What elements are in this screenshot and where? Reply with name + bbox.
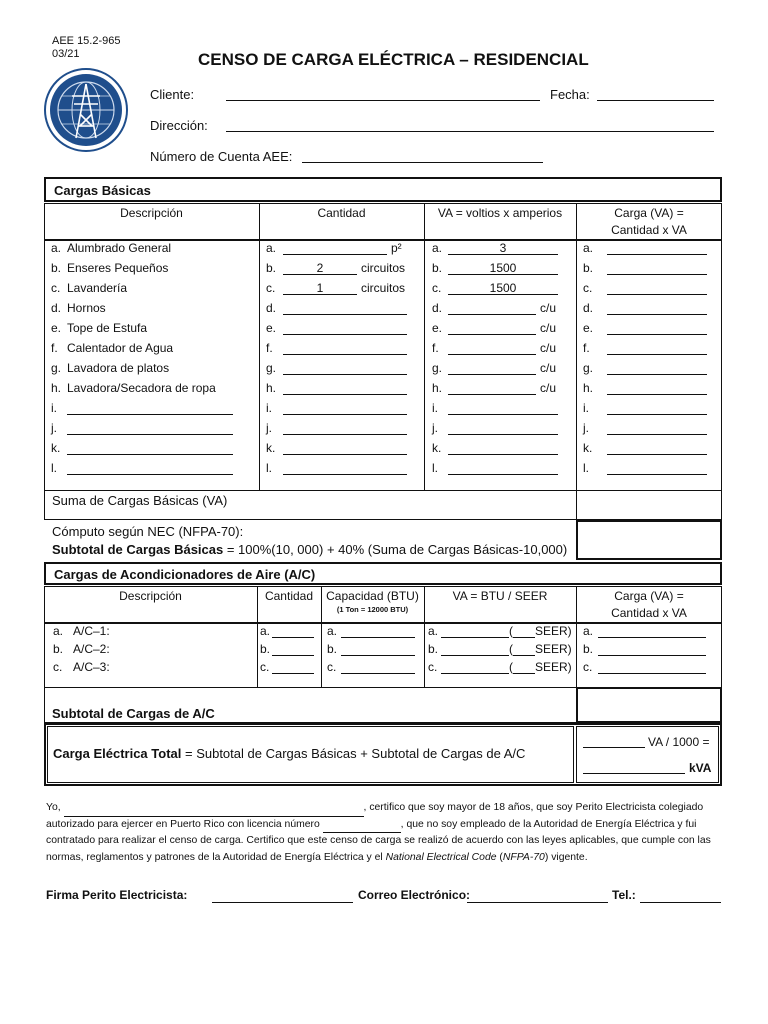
- ac-va-field[interactable]: [441, 661, 509, 674]
- tel-label: Tel.:: [612, 888, 636, 902]
- basic-row-carga: [583, 461, 707, 475]
- total-label: Carga Eléctrica Total = Subtotal de Cargas Básicas + Subtotal de Cargas de A/C: [53, 746, 526, 761]
- row-letter: a.: [583, 241, 594, 255]
- row-letter: k.: [432, 441, 442, 455]
- aee-logo-icon: [44, 68, 128, 152]
- carga-field[interactable]: [607, 242, 707, 255]
- cantidad-field[interactable]: [283, 242, 387, 255]
- basic-row-desc: [51, 381, 216, 395]
- suma-label: Suma de Cargas Básicas (VA): [52, 493, 228, 508]
- row-description: Calentador de Agua: [67, 341, 174, 355]
- fecha-field[interactable]: [597, 100, 714, 101]
- row-letter: a.: [53, 624, 64, 638]
- fecha-label: Fecha:: [550, 87, 590, 102]
- row-letter: a.: [51, 241, 62, 255]
- ac-row-cantidad: [260, 624, 314, 638]
- ac-col-capacidad: Capacidad (BTU) (1 Ton = 12000 BTU): [326, 589, 419, 614]
- basic-row-cantidad: [266, 461, 407, 475]
- cantidad-field[interactable]: 1: [283, 282, 357, 295]
- basic-row-va: [432, 241, 558, 255]
- va-unit: c/u: [540, 381, 557, 395]
- row-letter: b.: [583, 261, 594, 275]
- basic-row-desc: [51, 321, 147, 335]
- row-letter: c.: [51, 281, 61, 295]
- basic-row-carga: [583, 361, 707, 375]
- row-letter: b.: [266, 261, 277, 275]
- row-letter: i.: [51, 401, 57, 415]
- basic-row-carga: [583, 281, 707, 295]
- row-letter: i.: [266, 401, 272, 415]
- ac-row-carga: [583, 660, 706, 674]
- carga-field[interactable]: [607, 382, 707, 395]
- ac-row-desc: [53, 624, 110, 638]
- row-letter: b.: [428, 642, 439, 656]
- ac-va-field[interactable]: [441, 643, 509, 656]
- row-letter: c.: [53, 660, 63, 674]
- basic-row-va: [432, 341, 556, 355]
- ac-row-va: c. ( SEER): [428, 660, 572, 674]
- carga-field[interactable]: [607, 422, 707, 435]
- row-description-field[interactable]: [67, 462, 233, 475]
- row-description: Enseres Pequeños: [67, 261, 169, 275]
- ac-row-va: a. ( SEER): [428, 624, 572, 638]
- ac-row-carga: [583, 642, 706, 656]
- cantidad-field[interactable]: [283, 302, 407, 315]
- col-cantidad: Cantidad: [317, 206, 366, 220]
- row-letter: d.: [51, 301, 62, 315]
- va-field[interactable]: [448, 342, 536, 355]
- basic-row-va: [432, 301, 556, 315]
- row-letter: d.: [432, 301, 443, 315]
- basic-row-cantidad: [266, 261, 405, 275]
- ac-row-cantidad: [260, 642, 314, 656]
- va-unit: c/u: [540, 301, 557, 315]
- row-description-field[interactable]: [67, 422, 233, 435]
- row-description-field[interactable]: [67, 402, 233, 415]
- va-field[interactable]: 3: [448, 242, 558, 255]
- row-letter: l.: [51, 461, 57, 475]
- basic-row-va: [432, 461, 558, 475]
- cuenta-label: Número de Cuenta AEE:: [150, 149, 293, 164]
- carga-field[interactable]: [607, 302, 707, 315]
- carga-field[interactable]: [607, 462, 707, 475]
- ac-va-field[interactable]: [441, 625, 509, 638]
- cantidad-field[interactable]: [283, 342, 407, 355]
- cantidad-field[interactable]: [283, 422, 407, 435]
- row-letter: c.: [260, 660, 270, 674]
- ac-capacidad-field[interactable]: [341, 661, 415, 674]
- row-letter: e.: [583, 321, 594, 335]
- ac-row-carga: [583, 624, 706, 638]
- row-letter: b.: [51, 261, 62, 275]
- basic-row-va: [432, 361, 556, 375]
- col-va: VA = voltios x amperios: [437, 206, 563, 220]
- carga-field[interactable]: [607, 362, 707, 375]
- va-field[interactable]: [448, 462, 558, 475]
- basic-row-cantidad: [266, 241, 402, 255]
- row-letter: g.: [51, 361, 62, 375]
- basic-row-cantidad: [266, 301, 407, 315]
- row-letter: f.: [432, 341, 439, 355]
- basic-row-cantidad: [266, 401, 407, 415]
- row-letter: l.: [432, 461, 438, 475]
- row-letter: c.: [266, 281, 276, 295]
- basic-row-cantidad: [266, 441, 407, 455]
- row-letter: d.: [266, 301, 277, 315]
- ac-row-desc: [53, 642, 110, 656]
- va-field[interactable]: [448, 322, 536, 335]
- ac-seer-field[interactable]: [513, 625, 535, 638]
- basic-row-desc: [51, 281, 127, 295]
- basic-row-carga: [583, 241, 707, 255]
- row-description: Alumbrado General: [67, 241, 172, 255]
- va-field[interactable]: [448, 382, 536, 395]
- total-kva-field[interactable]: [583, 773, 685, 774]
- row-letter: a.: [432, 241, 443, 255]
- basic-row-carga: [583, 341, 707, 355]
- cantidad-unit: circuitos: [361, 281, 406, 295]
- va-unit: c/u: [540, 321, 557, 335]
- carga-field[interactable]: [607, 442, 707, 455]
- subtotal-ac-field[interactable]: [576, 687, 722, 723]
- ac-col-descripcion: Descripción: [119, 589, 182, 603]
- ac-cantidad-field[interactable]: [272, 625, 314, 638]
- row-description: A/C–3:: [73, 660, 110, 674]
- row-letter: h.: [51, 381, 62, 395]
- row-letter: c.: [432, 281, 442, 295]
- seer-label: SEER): [535, 660, 572, 674]
- subtotal-basicas-label: Cómputo según NEC (NFPA-70): Subtotal de Cargas Básicas = 100%(10, 000) + 40% (Suma de Cargas Básicas-10,000): [52, 524, 568, 557]
- va-unit: c/u: [540, 341, 557, 355]
- row-letter: f.: [583, 341, 590, 355]
- va-field[interactable]: [448, 422, 558, 435]
- basic-row-va: [432, 321, 556, 335]
- row-letter: b.: [53, 642, 64, 656]
- carga-field[interactable]: [607, 282, 707, 295]
- row-letter: c.: [583, 281, 593, 295]
- firma-field[interactable]: [212, 902, 353, 903]
- va-field[interactable]: 1500: [448, 282, 558, 295]
- direccion-field[interactable]: [226, 131, 714, 132]
- basic-row-cantidad: [266, 341, 407, 355]
- row-letter: j.: [432, 421, 438, 435]
- basic-row-carga: [583, 421, 707, 435]
- basic-row-cantidad: [266, 381, 407, 395]
- ac-col-cantidad: Cantidad: [264, 589, 314, 603]
- seer-label: SEER): [535, 642, 572, 656]
- tel-field[interactable]: [640, 902, 721, 903]
- row-letter: l.: [583, 461, 589, 475]
- row-letter: g.: [266, 361, 277, 375]
- direccion-label: Dirección:: [150, 118, 208, 133]
- row-letter: f.: [51, 341, 58, 355]
- row-letter: l.: [266, 461, 272, 475]
- row-letter: g.: [432, 361, 443, 375]
- ac-row-desc: [53, 660, 110, 674]
- certification-text: Yo, , certifico que soy mayor de 18 años, que soy Perito Electricista colegiado autorizado para ejercer en Puerto Rico con licencia número , que no soy empleado de la Autoridad de Energía Eléctrica y fui contratado para realizar el censo de carga. Certifico que este censo de carga se realizó de acuerdo con las leyes aplicables, que cumple con las normas, reglamentos y patrones de la Autoridad de Energía Eléctrica y el National Electrical Code (NFPA-70) vigente.: [46, 802, 711, 863]
- ac-seer-field[interactable]: [513, 643, 535, 656]
- row-description-field[interactable]: [67, 442, 233, 455]
- row-letter: a.: [583, 624, 594, 638]
- ac-row-capacidad: [327, 642, 415, 656]
- cuenta-field[interactable]: [302, 162, 543, 163]
- firma-label: Firma Perito Electricista:: [46, 888, 188, 902]
- row-letter: g.: [583, 361, 594, 375]
- row-letter: h.: [266, 381, 277, 395]
- subtotal-ac-label: Subtotal de Cargas de A/C: [52, 706, 215, 721]
- ac-capacidad-field[interactable]: [341, 625, 415, 638]
- row-letter: e.: [266, 321, 277, 335]
- row-letter: i.: [432, 401, 438, 415]
- cantidad-field[interactable]: 2: [283, 262, 357, 275]
- ac-row-capacidad: [327, 624, 415, 638]
- ac-col-carga: Carga (VA) = Cantidad x VA: [611, 589, 687, 620]
- basic-row-desc: [51, 241, 171, 255]
- cantidad-field[interactable]: [283, 442, 407, 455]
- ac-row-capacidad: [327, 660, 415, 674]
- ac-cantidad-field[interactable]: [272, 643, 314, 656]
- ac-carga-field[interactable]: [598, 661, 706, 674]
- cantidad-field[interactable]: [283, 462, 407, 475]
- row-letter: b.: [432, 261, 443, 275]
- basic-row-desc: [51, 301, 106, 315]
- licencia-field[interactable]: [323, 820, 401, 833]
- subtotal-basicas-field[interactable]: [576, 520, 722, 560]
- carga-field[interactable]: [607, 262, 707, 275]
- basicas-section-header: Cargas Básicas: [44, 177, 722, 202]
- cantidad-field[interactable]: [283, 382, 407, 395]
- row-description: A/C–2:: [73, 642, 110, 656]
- form-code: AEE 15.2-965 03/21: [52, 35, 121, 60]
- basic-row-carga: [583, 321, 707, 335]
- row-letter: j.: [583, 421, 589, 435]
- seer-label: SEER): [535, 624, 572, 638]
- basic-row-desc: [51, 441, 233, 455]
- row-description: A/C–1:: [73, 624, 110, 638]
- row-letter: h.: [432, 381, 443, 395]
- cantidad-unit: p²: [391, 241, 402, 255]
- page-title: CENSO DE CARGA ELÉCTRICA – RESIDENCIAL: [198, 50, 589, 69]
- row-description: Lavandería: [67, 281, 128, 295]
- row-letter: a.: [266, 241, 277, 255]
- row-letter: d.: [583, 301, 594, 315]
- ac-seer-field[interactable]: [513, 661, 535, 674]
- cliente-label: Cliente:: [150, 87, 195, 102]
- ac-capacidad-field[interactable]: [341, 643, 415, 656]
- basic-row-carga: [583, 401, 707, 415]
- row-letter: c.: [327, 660, 337, 674]
- basic-row-desc: [51, 261, 168, 275]
- row-letter: k.: [266, 441, 276, 455]
- basic-row-va: [432, 381, 556, 395]
- row-letter: a.: [327, 624, 338, 638]
- basic-row-va: [432, 421, 558, 435]
- basic-row-carga: [583, 381, 707, 395]
- ac-section-header: Cargas de Acondicionadores de Aire (A/C): [44, 562, 722, 585]
- ac-row-cantidad: [260, 660, 314, 674]
- row-description: Lavadora de platos: [67, 361, 170, 375]
- total-va-field[interactable]: [583, 747, 645, 748]
- row-letter: a.: [260, 624, 271, 638]
- basic-row-desc: [51, 341, 173, 355]
- va-unit: c/u: [540, 361, 557, 375]
- cantidad-field[interactable]: [283, 402, 407, 415]
- row-letter: b.: [260, 642, 271, 656]
- ac-carga-field[interactable]: [598, 625, 706, 638]
- col-descripcion: Descripción: [120, 206, 183, 220]
- cantidad-unit: circuitos: [361, 261, 406, 275]
- va-field[interactable]: [448, 362, 536, 375]
- cantidad-field[interactable]: [283, 322, 407, 335]
- row-letter: b.: [583, 642, 594, 656]
- row-letter: e.: [432, 321, 443, 335]
- row-letter: i.: [583, 401, 589, 415]
- carga-field[interactable]: [607, 342, 707, 355]
- row-letter: c.: [583, 660, 593, 674]
- row-letter: j.: [51, 421, 57, 435]
- basic-row-carga: [583, 261, 707, 275]
- basic-row-desc: [51, 421, 233, 435]
- basic-row-cantidad: [266, 281, 405, 295]
- basic-row-va: [432, 261, 558, 275]
- row-letter: h.: [583, 381, 594, 395]
- va-field[interactable]: [448, 402, 558, 415]
- va-field[interactable]: [448, 442, 558, 455]
- row-description: Tope de Estufa: [67, 321, 148, 335]
- col-carga: Carga (VA) = Cantidad x VA: [611, 206, 687, 237]
- basic-row-carga: [583, 301, 707, 315]
- carga-field[interactable]: [607, 322, 707, 335]
- cantidad-field[interactable]: [283, 362, 407, 375]
- basic-row-cantidad: [266, 321, 407, 335]
- basic-row-va: [432, 281, 558, 295]
- basic-row-va: [432, 441, 558, 455]
- basic-row-cantidad: [266, 421, 407, 435]
- perito-name-field[interactable]: [64, 804, 364, 817]
- row-letter: e.: [51, 321, 62, 335]
- correo-label: Correo Electrónico:: [358, 888, 471, 902]
- basic-row-desc: [51, 361, 169, 375]
- basic-row-desc: [51, 461, 233, 475]
- row-letter: a.: [428, 624, 439, 638]
- carga-field[interactable]: [607, 402, 707, 415]
- basic-row-carga: [583, 441, 707, 455]
- ac-carga-field[interactable]: [598, 643, 706, 656]
- basic-row-cantidad: [266, 361, 407, 375]
- row-letter: k.: [583, 441, 593, 455]
- ac-cantidad-field[interactable]: [272, 661, 314, 674]
- correo-field[interactable]: [467, 902, 608, 903]
- row-letter: c.: [428, 660, 438, 674]
- basic-row-va: [432, 401, 558, 415]
- va-field[interactable]: 1500: [448, 262, 558, 275]
- row-letter: j.: [266, 421, 272, 435]
- row-description: Lavadora/Secadora de ropa: [67, 381, 216, 395]
- ac-col-va: VA = BTU / SEER: [452, 589, 548, 603]
- row-letter: k.: [51, 441, 61, 455]
- row-description: Hornos: [67, 301, 106, 315]
- row-letter: f.: [266, 341, 273, 355]
- ac-row-va: b. ( SEER): [428, 642, 572, 656]
- basic-row-desc: [51, 401, 233, 415]
- row-letter: b.: [327, 642, 338, 656]
- va-field[interactable]: [448, 302, 536, 315]
- cliente-field[interactable]: [226, 100, 540, 101]
